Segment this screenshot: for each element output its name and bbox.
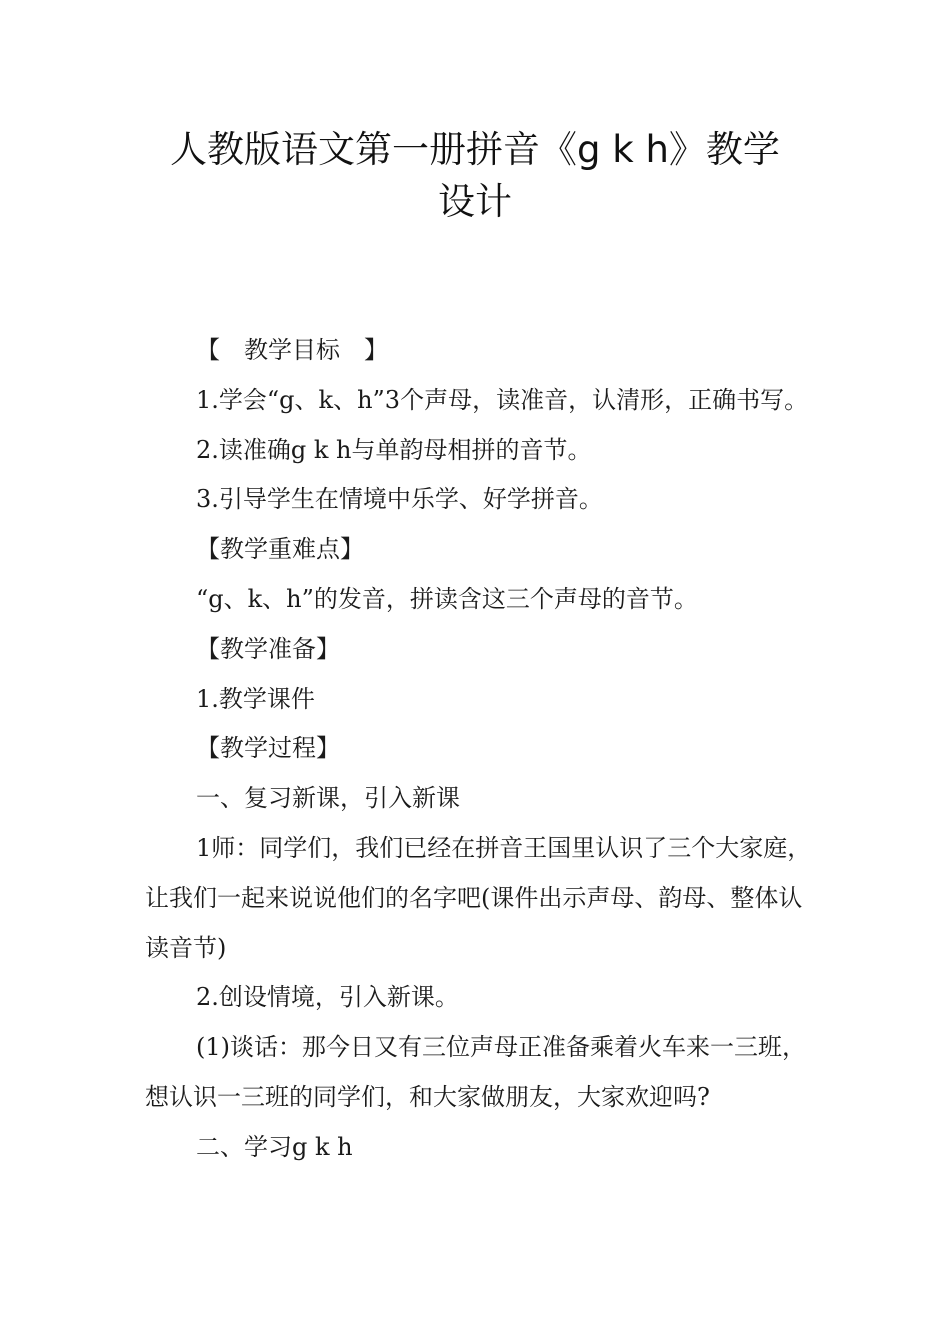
process-section-2: 二、学习g k h xyxy=(196,1132,353,1161)
process-step-1: 1师：同学们，我们已经在拼音王国里认识了三个大家庭，让我们一起来说说他们的名字吧(课件出示声母、韵母、整体认读音节) xyxy=(145,833,812,962)
goal-item-3: 3.引导学生在情境中乐学、好学拼音。 xyxy=(196,485,603,514)
process-section-1: 一、复习新课，引入新课 xyxy=(196,784,460,813)
key-points-text: “g、k、h”的发音，拼读含这三个声母的音节。 xyxy=(196,584,698,613)
goal-item-2: 2.读准确g k h与单韵母相拼的音节。 xyxy=(196,435,592,464)
process-step-2: 2.创设情境，引入新课。 xyxy=(196,983,459,1012)
preparation-item-1: 1.教学课件 xyxy=(196,684,315,713)
document-title-line-1: 人教版语文第一册拼音《g k h》教学 xyxy=(170,128,780,171)
document-body xyxy=(145,326,825,1173)
heading-teaching-goals: 【 教学目标 】 xyxy=(196,336,388,364)
goal-item-1: 1.学会“g、k、h”3个声母，读准音，认清形，正确书写。 xyxy=(196,385,809,414)
heading-process: 【教学过程】 xyxy=(196,734,340,763)
heading-key-points: 【教学重难点】 xyxy=(196,535,364,564)
process-step-2-1: (1)谈话：那今日又有三位声母正准备乘着火车来一三班，想认识一三班的同学们，和大家做朋友，大家欢迎吗? xyxy=(145,1033,806,1111)
document-title-line-2: 设计 xyxy=(438,180,512,223)
heading-preparation: 【教学准备】 xyxy=(196,634,340,663)
